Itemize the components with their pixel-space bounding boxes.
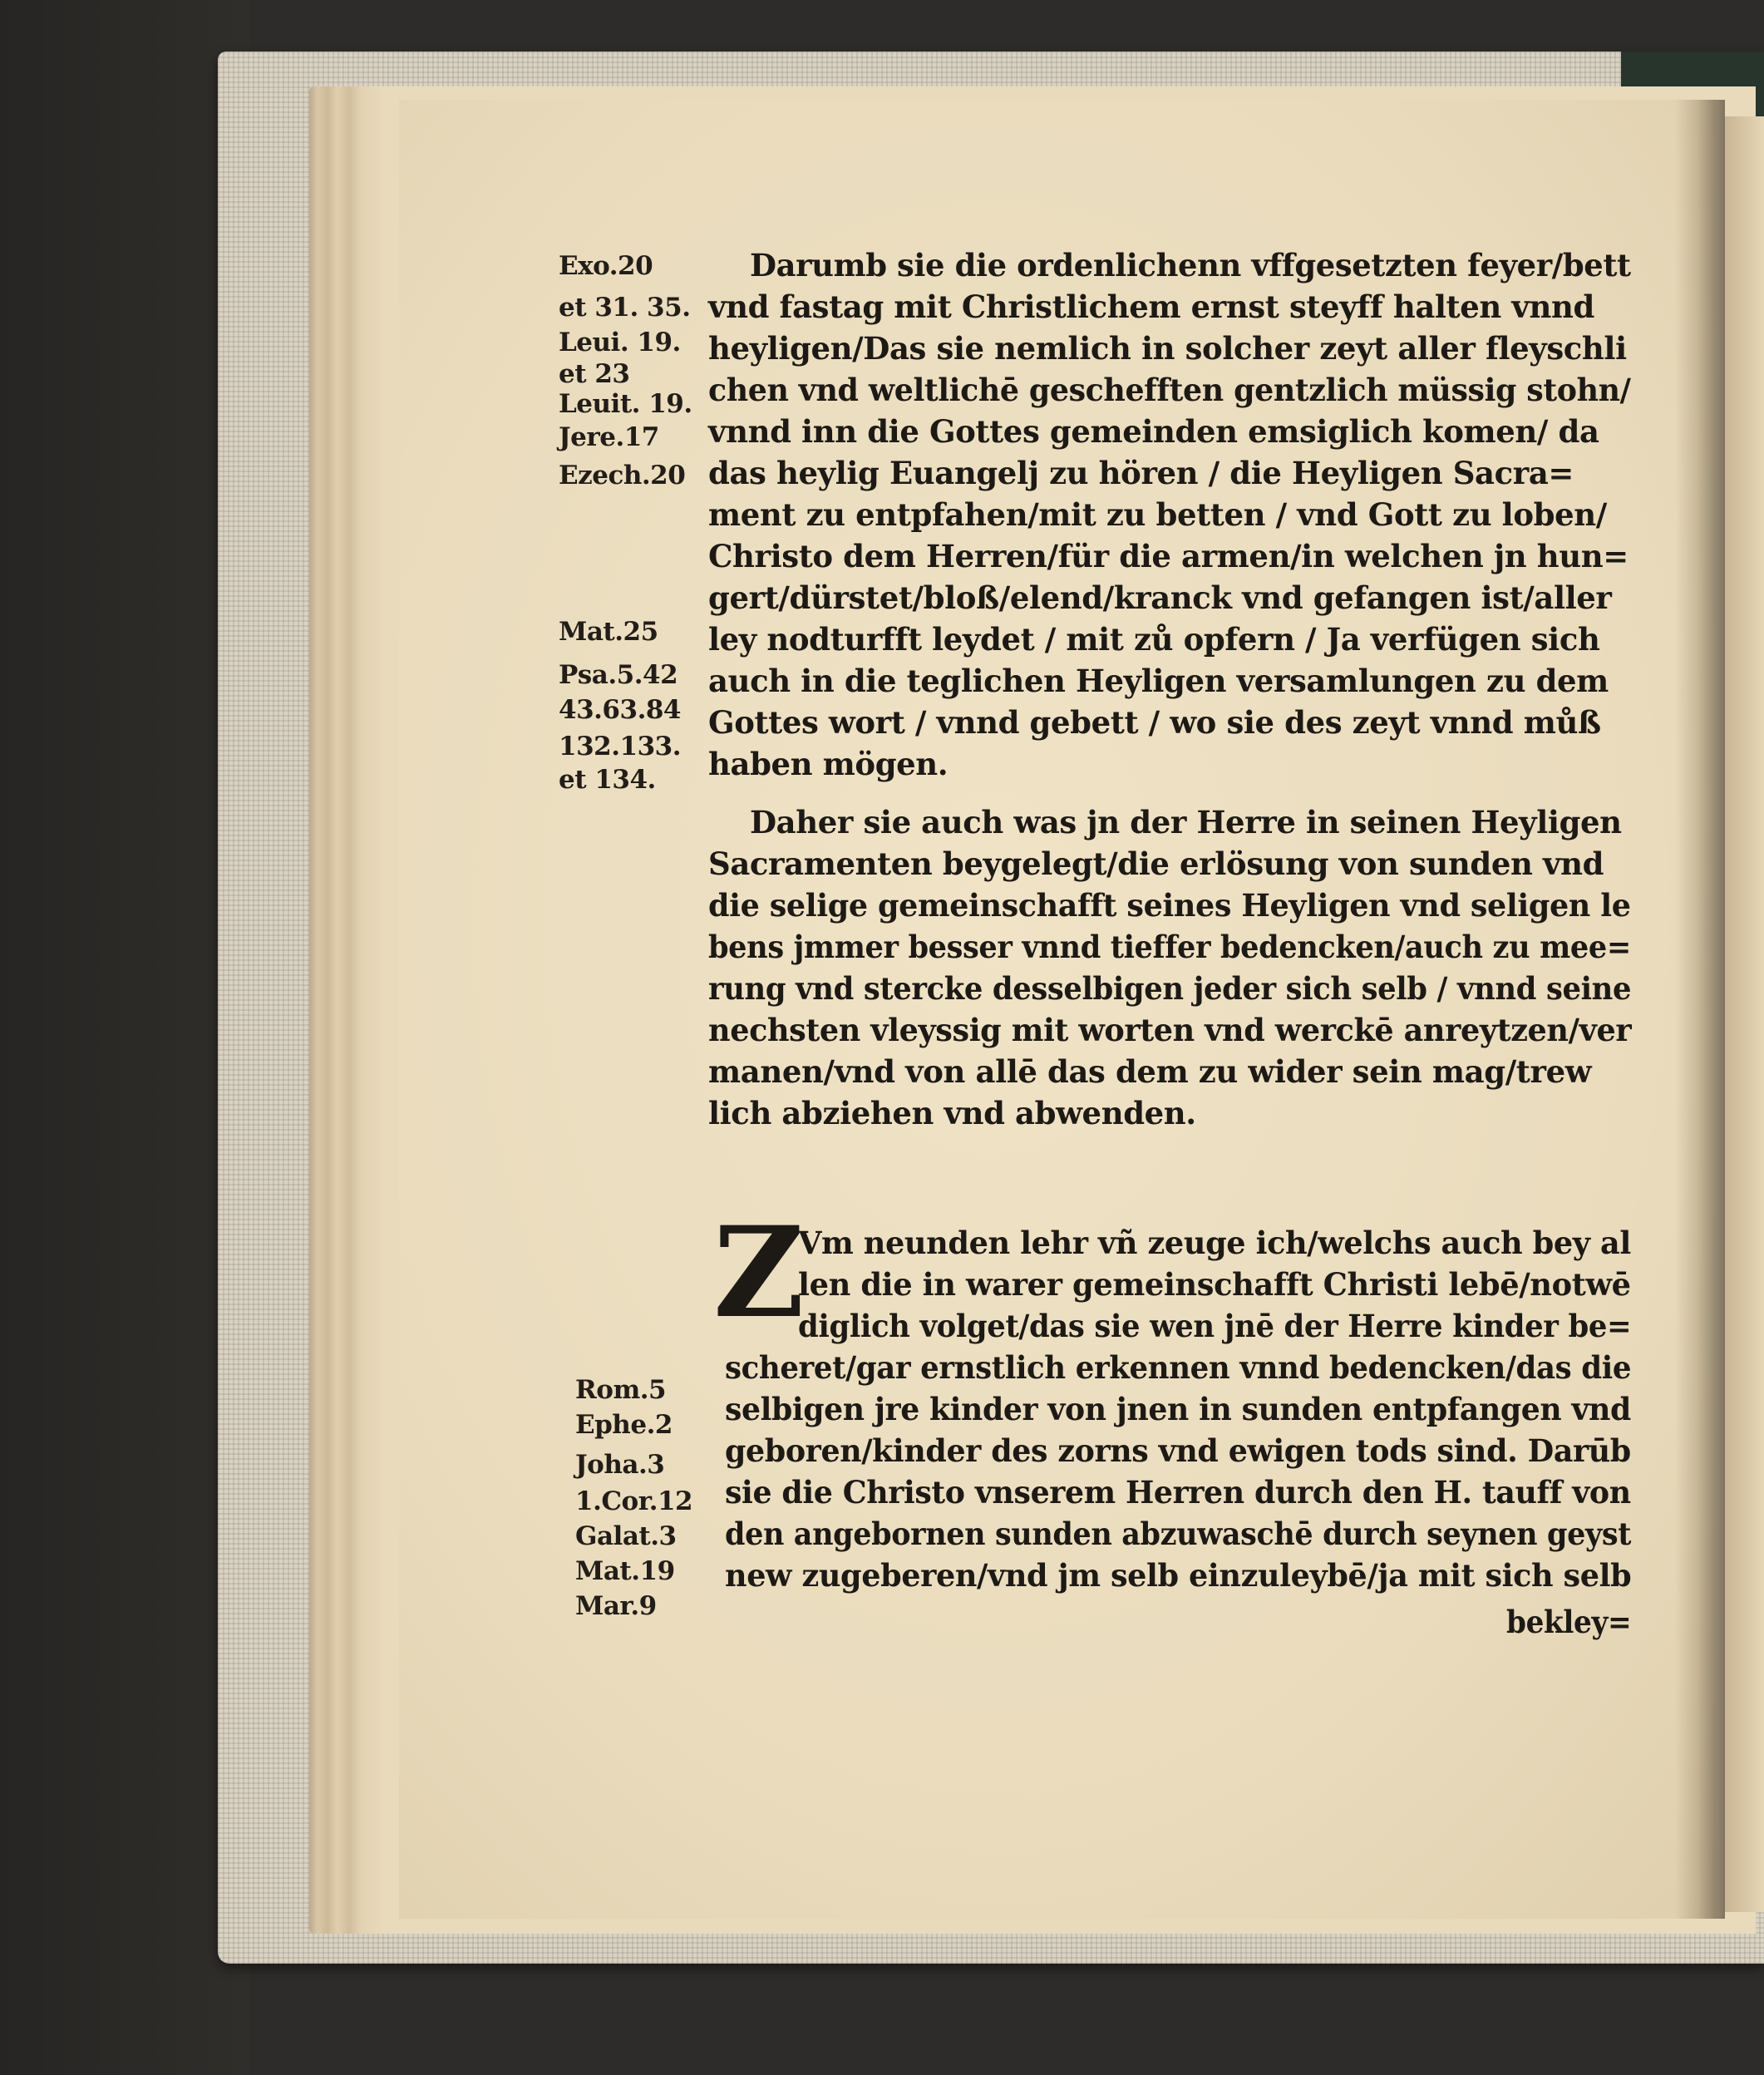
margin-reference: 43.63.84	[559, 695, 682, 725]
text-line: bens jmmer besser vnnd tieffer bedencken/auch zu mee=	[708, 929, 1631, 965]
text-line: auch in die teglichen Heyligen versamlungen zu dem	[708, 663, 1609, 699]
margin-reference: Mat.25	[559, 617, 658, 647]
margin-reference: Psa.5.42	[559, 660, 678, 690]
decorated-initial: Z	[713, 1200, 805, 1346]
text-line: chen vnd weltlichē geschefften gentzlich müssig stohn/	[708, 372, 1631, 408]
text-line: len die in warer gemeinschafft Christi lebē/notwē	[798, 1266, 1631, 1303]
text-line: rung vnd stercke desselbigen jeder sich selb / vnnd seine	[708, 970, 1632, 1007]
margin-reference: Jere.17	[559, 422, 659, 452]
margin-reference: Ezech.20	[559, 461, 686, 490]
margin-reference: Leui. 19.	[559, 328, 681, 357]
text-line: diglich volget/das sie wen jnē der Herre kinder be=	[798, 1308, 1632, 1344]
text-line: Darumb sie die ordenlichenn vffgesetzten feyer/bett	[750, 247, 1631, 283]
text-line: nechsten vleyssig mit worten vnd werckē anreytzen/ver	[708, 1012, 1632, 1048]
margin-reference: Galat.3	[575, 1521, 677, 1551]
margin-reference: et 134.	[559, 765, 656, 795]
text-line: sie die Christo vnserem Herren durch den H. tauff von	[725, 1474, 1631, 1511]
facing-page-edge	[1725, 116, 1764, 1912]
text-line: den angebornen sunden abzuwaschē durch seynen geyst	[725, 1516, 1632, 1552]
text-line: die selige gemeinschafft seines Heyligen vnd seligen le	[708, 887, 1631, 924]
text-line: lich abziehen vnd abwenden.	[708, 1095, 1196, 1131]
text-line: Daher sie auch was jn der Herre in seinen Heyligen	[750, 804, 1622, 840]
text-line: gert/dürstet/bloß/elend/kranck vnd gefangen ist/aller	[708, 579, 1612, 616]
text-line: heyligen/Das sie nemlich in solcher zeyt aller fleyschli	[708, 330, 1627, 367]
margin-reference: Exo.20	[559, 251, 653, 281]
text-line: Gottes wort / vnnd gebett / wo sie des zeyt vnnd můß	[708, 704, 1601, 741]
text-line: haben mögen.	[708, 746, 949, 782]
catchword: bekley=	[1506, 1604, 1632, 1640]
text-line: vnnd inn die Gottes gemeinden emsiglich komen/ da	[708, 413, 1599, 450]
text-line: das heylig Euangelj zu hören / die Heyligen Sacra=	[708, 455, 1574, 491]
margin-reference: Rom.5	[575, 1375, 667, 1405]
text-line: ley nodturfft leydet / mit zů opfern / Ja verfügen sich	[708, 621, 1600, 658]
margin-reference: Mar.9	[575, 1591, 657, 1621]
text-line: geboren/kinder des zorns vnd ewigen tods sind. Darūb	[725, 1432, 1631, 1469]
text-line: ment zu entpfahen/mit zu betten / vnd Gott zu loben/	[708, 496, 1607, 533]
text-line: manen/vnd von allē das dem zu wider sein mag/trew	[708, 1053, 1592, 1090]
margin-reference: Joha.3	[575, 1450, 665, 1480]
page-gutter	[1675, 100, 1725, 1919]
margin-reference: 132.133.	[559, 732, 682, 761]
text-line: Sacramenten beygelegt/die erlösung von sunden vnd	[708, 845, 1604, 882]
margin-reference: et 31. 35.	[559, 293, 691, 323]
text-line: vnd fastag mit Christlichem ernst steyff halten vnnd	[708, 288, 1594, 325]
margin-reference: Leuit. 19.	[559, 389, 692, 419]
margin-reference: Ephe.2	[575, 1410, 673, 1440]
text-line: new zugeberen/vnd jm selb einzuleybē/ja mit sich selb	[725, 1557, 1632, 1594]
text-line: selbigen jre kinder von jnen in sunden entpfangen vnd	[725, 1391, 1631, 1427]
text-line: Vm neunden lehr vñ zeuge ich/welchs auch bey al	[798, 1225, 1631, 1261]
margin-reference: 1.Cor.12	[575, 1486, 693, 1516]
margin-reference: Mat.19	[575, 1556, 675, 1586]
margin-reference: et 23	[559, 359, 630, 389]
text-line: Christo dem Herren/für die armen/in welchen jn hun=	[708, 538, 1628, 574]
text-line: scheret/gar ernstlich erkennen vnnd bedencken/das die	[725, 1349, 1632, 1386]
background-shadow	[0, 0, 249, 2075]
